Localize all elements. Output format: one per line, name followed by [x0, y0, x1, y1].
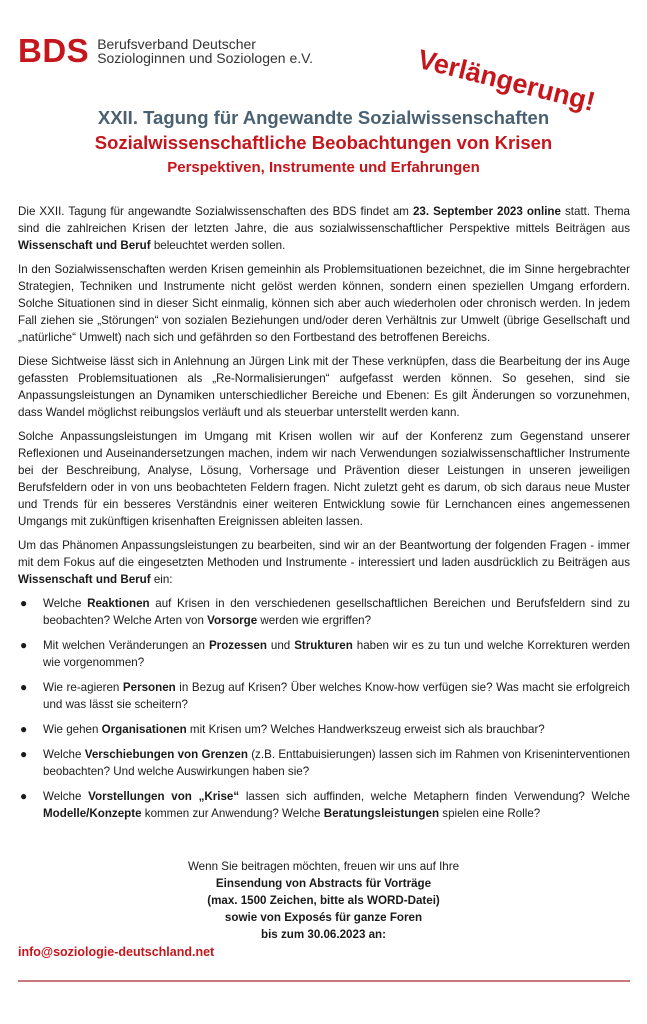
paragraph-intro — [18, 203, 630, 254]
emphasis: Reaktionen — [87, 597, 150, 610]
list-item — [18, 788, 630, 822]
conference-subtitle: Sozialwissenschaftliche Beobachtungen von Krisen — [94, 132, 553, 153]
extension-stamp: Verlängerung! — [414, 44, 599, 118]
conference-title: XXII. Tagung für Angewandte Sozialwissenschaften — [97, 107, 550, 128]
closing-line: (max. 1500 Zeichen, bitte als WORD-Datei) — [207, 894, 440, 907]
paragraph-3: Diese Sichtweise lässt sich in Anlehnung an Jürgen Link mit der These verknüpfen, dass die Bearbeitung der ins Auge gefassten Problemsituationen als „Re-Normalisierungen“ aufgefasst werden können. So gesehen, sind sie Anpassungsleistungen an Dynamiken unterschiedlicher Bereiche und Ebenen: Es gilt Änderungen so vorzunehmen, dass Wandel möglichst reibungslos verläuft und als steuerbar unterstellt werden kann. — [18, 355, 630, 419]
bullet-icon: ● — [20, 596, 28, 610]
text-run: kommen zur Anwendung? Welche — [141, 807, 324, 820]
text-run: Wie re-agieren — [43, 681, 123, 694]
paragraph-5 — [18, 537, 630, 588]
text-run: Welche — [43, 748, 85, 761]
emphasis: Personen — [122, 681, 176, 694]
bullet-icon: ● — [20, 747, 28, 761]
text-run: und — [266, 639, 295, 652]
list-item — [18, 679, 630, 713]
text-run: lassen sich auffinden, welche Metaphern finden Verwendung? Welche — [239, 790, 630, 803]
text-run: beleuchtet werden sollen. — [150, 239, 286, 252]
question-list — [18, 595, 630, 822]
text-run: haben wir es zu tun und welche Korrekturen werden wie vorgenommen? — [43, 639, 630, 669]
list-item — [18, 637, 630, 671]
text-run: werden wie ergriffen? — [257, 614, 372, 627]
text-run: Mit welchen Veränderungen an — [43, 639, 209, 652]
list-item — [18, 721, 630, 738]
org-name-line1: Berufsverband Deutscher — [97, 36, 256, 52]
text-run: (z.B. Enttabuisierungen) lassen sich im Rahmen von Kriseninterventionen beobachten? Und welche Auswirkungen haben sie? — [43, 748, 630, 778]
emphasis: Organisationen — [101, 723, 187, 736]
emphasis: Wissenschaft und Beruf — [18, 573, 151, 586]
call-for-submissions — [0, 858, 647, 943]
emphasis: Vorsorge — [207, 614, 258, 627]
text-run: mit Krisen um? Welches Handwerkszeug erweist sich als brauchbar? — [186, 723, 545, 736]
org-name-line2: Soziologinnen und Soziologen e.V. — [97, 50, 314, 66]
emphasis: Verschiebungen von Grenzen — [84, 748, 248, 761]
text-run: Die XXII. Tagung für angewandte Sozialwissenschaften des BDS findet am — [18, 205, 413, 218]
closing-line: Einsendung von Abstracts für Vorträge — [215, 877, 432, 890]
list-item — [18, 746, 630, 780]
event-date: 23. September 2023 online — [412, 205, 561, 218]
emphasis: Prozessen — [208, 639, 267, 652]
text-run: ein: — [150, 573, 173, 586]
text-run: statt. Thema sind die zahlreichen Krisen der letzten Jahre, die aus sozialwissenschaftlicher Perspektive mittels Beiträgen aus — [18, 205, 630, 235]
text-run: Wie gehen — [43, 723, 102, 736]
deadline: bis zum 30.06.2023 an: — [260, 928, 387, 941]
text-run: in Bezug auf Krisen? Über welches Know-how verfügen sie? Was macht sie erfolgreich und was lässt sie scheitern? — [43, 681, 630, 711]
emphasis: Modelle/Konzepte — [43, 807, 142, 820]
paragraph-4: Solche Anpassungsleistungen im Umgang mit Krisen wollen wir auf der Konferenz zum Gegenstand unserer Reflexionen und Auseinandersetzungen machen, indem wir nach Verwendungen sozialwissenschaftlicher Instrumente bei der Beschreibung, Analyse, Lösung, Vorhersage und Prävention dieser Leistungen in unseren jeweiligen Berufsfeldern oder in von uns beobachteten Feldern fragen. Nicht zuletzt geht es darum, ob sich daraus neue Muster und Trends für ein besseres Verständnis einer weiteren Entwicklung sowie für Lernchancen eines angemessenen Umgangs mit zukünftigen krisenhaften Ereignissen ableiten lassen. — [18, 430, 630, 528]
text-run: Welche — [43, 597, 88, 610]
text-run: auf Krisen in den verschiedenen gesellschaftlichen Bereichen und Berufsfeldern sind zu beobachten? Welche Arten von — [43, 597, 631, 627]
body-text — [18, 203, 630, 830]
text-run: spielen eine Rolle? — [439, 807, 541, 820]
bullet-icon: ● — [20, 789, 28, 803]
bds-logo — [18, 34, 313, 68]
list-item — [18, 595, 630, 629]
bullet-icon: ● — [20, 722, 28, 736]
emphasis: Beratungsleistungen — [323, 807, 440, 820]
text-run: Welche — [43, 790, 89, 803]
text-run: Um das Phänomen Anpassungsleistungen zu bearbeiten, sind wir an der Beantwortung der folgenden Fragen - immer mit dem Fokus auf die eingesetzten Methoden und Instrumente - interessiert und laden ausdrücklich zu Beiträgen aus — [18, 539, 630, 569]
footer-divider — [18, 980, 630, 982]
bullet-icon: ● — [20, 680, 28, 694]
contact-email-link[interactable]: info@soziologie-deutschland.net — [18, 945, 215, 959]
org-name — [97, 37, 313, 65]
logo-mark: BDS — [18, 32, 90, 69]
bullet-icon: ● — [20, 638, 28, 652]
closing-line: Wenn Sie beitragen möchten, freuen wir uns auf Ihre — [187, 860, 460, 873]
title-block — [0, 106, 647, 180]
paragraph-2: In den Sozialwissenschaften werden Krisen gemeinhin als Problemsituationen bezeichnet, die im Sinne hergebrachter Strategien, Techniken und Instrumente nicht gelöst werden können, sondern einen speziellen Umgang erfordern. Solche Situationen sind in dieser Sicht einmalig, können sich aber auch wiederholen oder chronisch werden. In jedem Fall ziehen sie „Störungen“ von sozialen Beziehungen und/oder deren Verhältnis zur Umwelt (übrige Gesellschaft und „natürliche“ Umwelt) nach sich und gefährden so den Fortbestand des betroffenen Bereichs. — [18, 263, 630, 344]
closing-line: sowie von Exposés für ganze Foren — [224, 911, 423, 924]
emphasis: Vorstellungen von „Krise“ — [88, 790, 240, 803]
emphasis: Strukturen — [294, 639, 353, 652]
conference-tagline: Perspektiven, Instrumente und Erfahrungen — [167, 159, 480, 176]
emphasis: Wissenschaft und Beruf — [18, 239, 151, 252]
